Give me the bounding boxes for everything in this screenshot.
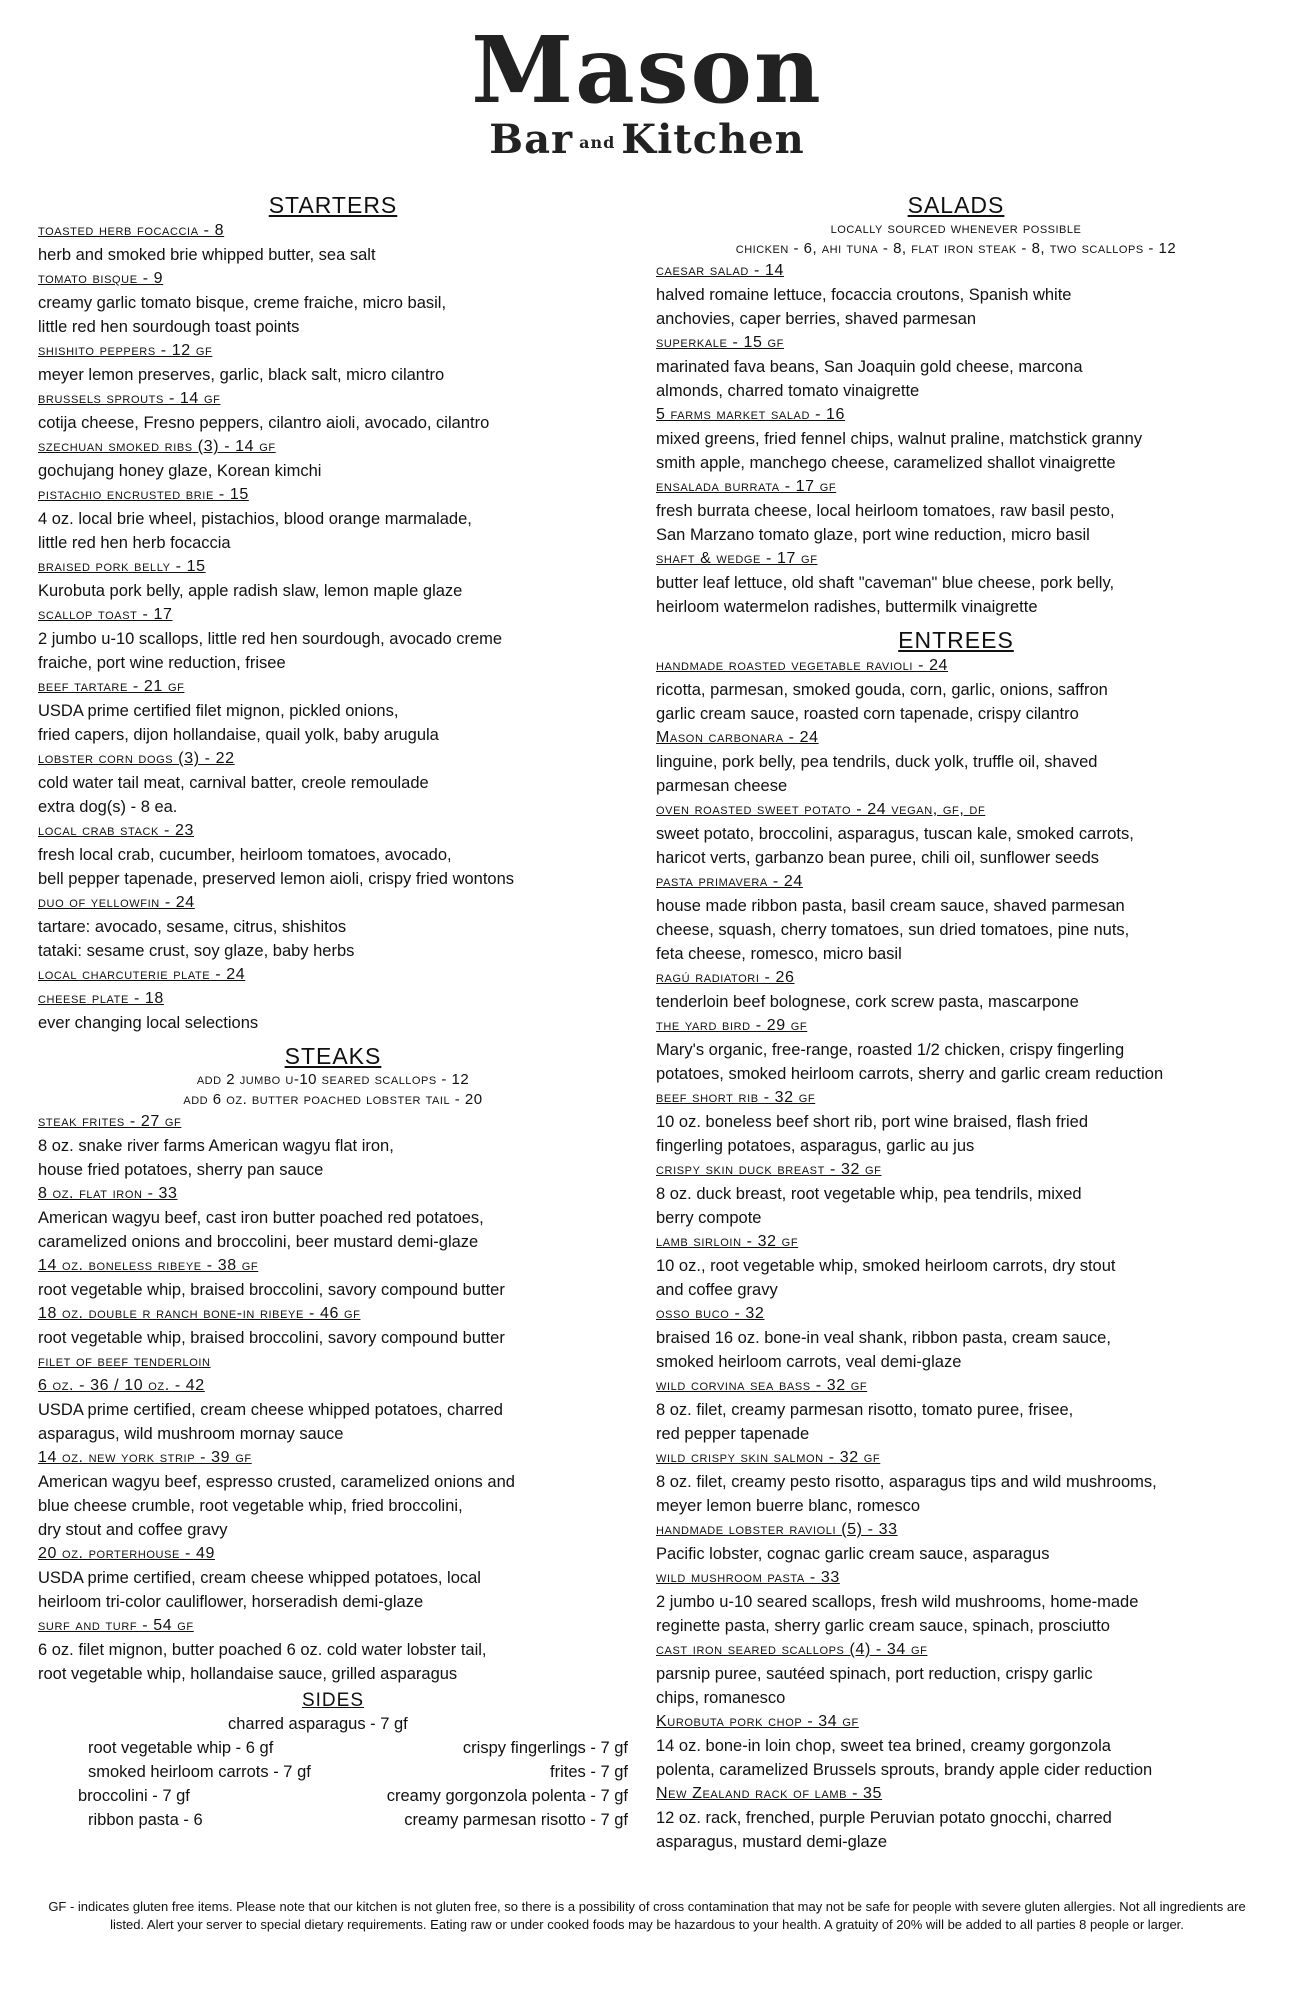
menu-item-description: Pacific lobster, cognac garlic cream sauce, asparagus [656, 1545, 1050, 1563]
menu-item [656, 798, 1256, 870]
menu-item [656, 1014, 1256, 1086]
menu-item [38, 1254, 628, 1302]
sides-section [38, 1690, 628, 1832]
sides-title: SIDES [301, 1690, 365, 1711]
menu-item [38, 1374, 628, 1446]
starters-section [38, 192, 628, 1035]
menu-item-description: linguine, pork belly, pea tendrils, duck yolk, truffle oil, shaved parmesan cheese [656, 753, 1098, 795]
menu-item-name: New Zealand rack of lamb - 35 [656, 1785, 883, 1802]
menu-item-description: halved romaine lettuce, focaccia croutons, Spanish white anchovies, caper berries, shaved parmesan [656, 286, 1072, 328]
steaks-list [38, 1110, 628, 1686]
menu-item-name: pasta primavera - 24 [656, 873, 803, 890]
menu-item [38, 819, 628, 891]
menu-item [656, 726, 1256, 798]
menu-item-description: 6 oz. filet mignon, butter poached 6 oz. cold water lobster tail, root vegetable whip, hollandaise sauce, grilled asparagus [38, 1641, 487, 1683]
menu-item [656, 1086, 1256, 1158]
menu-item-name: 6 oz. - 36 / 10 oz. - 42 [38, 1377, 205, 1394]
menu-item-name: 5 farms market salad - 16 [656, 406, 846, 423]
menu-item-description: 14 oz. bone-in loin chop, sweet tea brined, creamy gorgonzola polenta, caramelized Brussels sprouts, brandy apple cider reduction [656, 1737, 1153, 1779]
right-column [656, 192, 1256, 1854]
menu-item-name: caesar salad - 14 [656, 262, 784, 279]
menu-item-name: cast iron seared scallops (4) - 34 gf [656, 1641, 928, 1658]
menu-item-description: root vegetable whip, braised broccolini, savory compound butter [38, 1281, 505, 1299]
menu-item-description: creamy garlic tomato bisque, creme fraiche, micro basil, little red hen sourdough toast points [38, 294, 447, 336]
menu-item [656, 1638, 1256, 1710]
menu-item-name: ensalada burrata - 17 gf [656, 478, 837, 495]
menu-item [38, 963, 628, 987]
menu-item-description: mixed greens, fried fennel chips, walnut praline, matchstick granny smith apple, manchego cheese, caramelized shallot vinaigrette [656, 430, 1143, 472]
menu-item [656, 547, 1256, 619]
menu-item-name: szechuan smoked ribs (3) - 14 gf [38, 438, 276, 455]
menu-item-description: 8 oz. snake river farms American wagyu flat iron, house fried potatoes, sherry pan sauce [38, 1137, 394, 1179]
menu-item [38, 387, 628, 435]
side-item: ribbon pasta - 6 [88, 1811, 203, 1829]
logo-title: Mason [471, 16, 823, 124]
side-item: frites - 7 gf [550, 1763, 628, 1781]
menu-item [38, 1350, 628, 1374]
menu-item-name: the yard bird - 29 gf [656, 1017, 808, 1034]
menu-item-description: herb and smoked brie whipped butter, sea salt [38, 246, 376, 264]
menu-item [38, 675, 628, 747]
menu-item-name: surf and turf - 54 gf [38, 1617, 194, 1634]
menu-item-name: local charcuterie plate - 24 [38, 966, 246, 983]
menu-item-description: 8 oz. duck breast, root vegetable whip, pea tendrils, mixed berry compote [656, 1185, 1082, 1227]
menu-item-name: pistachio encrusted brie - 15 [38, 486, 249, 503]
menu-item-name: wild corvina sea bass - 32 gf [656, 1377, 868, 1394]
menu-item-description: 12 oz. rack, frenched, purple Peruvian potato gnocchi, charred asparagus, mustard demi-glaze [656, 1809, 1112, 1851]
menu-item [38, 1182, 628, 1254]
salads-title: SALADS [907, 192, 1005, 218]
menu-item-description: 8 oz. filet, creamy parmesan risotto, tomato puree, frisee, red pepper tapenade [656, 1401, 1074, 1443]
sides-list [38, 1736, 628, 1832]
menu-item-description: sweet potato, broccolini, asparagus, tuscan kale, smoked carrots, haricot verts, garbanzo bean puree, chili oil, sunflower seeds [656, 825, 1134, 867]
menu-item-description: butter leaf lettuce, old shaft "caveman" blue cheese, pork belly, heirloom watermelon radishes, buttermilk vinaigrette [656, 574, 1115, 616]
menu-item-description: cotija cheese, Fresno peppers, cilantro aioli, avocado, cilantro [38, 414, 490, 432]
menu-item [656, 870, 1256, 966]
menu-item [38, 267, 628, 339]
menu-item-description: USDA prime certified, cream cheese whipped potatoes, local heirloom tri-color cauliflower, horseradish demi-glaze [38, 1569, 481, 1611]
menu-item-description: 4 oz. local brie wheel, pistachios, blood orange marmalade, little red hen herb focaccia [38, 510, 472, 552]
salads-section [656, 192, 1256, 619]
menu-item [656, 1158, 1256, 1230]
logo-sub-right: Kitchen [621, 116, 805, 163]
menu-item [38, 339, 628, 387]
menu-item-name: beef short rib - 32 gf [656, 1089, 816, 1106]
menu-item-description: 2 jumbo u-10 scallops, little red hen sourdough, avocado creme fraiche, port wine reduction, frisee [38, 630, 503, 672]
menu-item [38, 555, 628, 603]
menu-item-description: meyer lemon preserves, garlic, black salt, micro cilantro [38, 366, 445, 384]
sides-row [38, 1736, 628, 1760]
menu-item-description: USDA prime certified, cream cheese whipped potatoes, charred asparagus, wild mushroom mornay sauce [38, 1401, 503, 1443]
menu-item-description: American wagyu beef, cast iron butter poached red potatoes, caramelized onions and broccolini, beer mustard demi-glaze [38, 1209, 484, 1251]
menu-item-name: lobster corn dogs (3) - 22 [38, 750, 235, 767]
menu-item [656, 259, 1256, 331]
menu-item-description: fresh local crab, cucumber, heirloom tomatoes, avocado, bell pepper tapenade, preserved lemon aioli, crispy fried wontons [38, 846, 515, 888]
menu-item-description: fresh burrata cheese, local heirloom tomatoes, raw basil pesto, San Marzano tomato glaze, port wine reduction, micro basil [656, 502, 1115, 544]
menu-item-name: crispy skin duck breast - 32 gf [656, 1161, 882, 1178]
steaks-title: STEAKS [284, 1043, 382, 1069]
menu-item [656, 1446, 1256, 1518]
menu-item-description: marinated fava beans, San Joaquin gold cheese, marcona almonds, charred tomato vinaigrette [656, 358, 1083, 400]
menu-item-description: 2 jumbo u-10 seared scallops, fresh wild mushrooms, home-made reginette pasta, sherry garlic cream sauce, spinach, prosciutto [656, 1593, 1139, 1635]
menu-item [38, 483, 628, 555]
side-item: root vegetable whip - 6 gf [88, 1739, 274, 1757]
left-column [38, 192, 628, 1832]
menu-item [656, 1782, 1256, 1854]
menu-item-description: tenderloin beef bolognese, cork screw pasta, mascarpone [656, 993, 1079, 1011]
menu-item [656, 654, 1256, 726]
menu-item-name: beef tartare - 21 gf [38, 678, 185, 695]
menu-item-name: toasted herb focaccia - 8 [38, 222, 225, 239]
menu-item [656, 1518, 1256, 1566]
entrees-title: ENTREES [898, 627, 1014, 653]
menu-item-description: USDA prime certified filet mignon, pickled onions, fried capers, dijon hollandaise, quail yolk, baby arugula [38, 702, 439, 744]
menu-item-name: 18 oz. double r ranch bone-in ribeye - 46 gf [38, 1305, 361, 1322]
menu-item-name: braised pork belly - 15 [38, 558, 206, 575]
menu-item-name: cheese plate - 18 [38, 990, 164, 1007]
menu-item-name: duo of yellowfin - 24 [38, 894, 195, 911]
menu-item-description: house made ribbon pasta, basil cream sauce, shaved parmesan cheese, squash, cherry tomatoes, sun dried tomatoes, pine nuts, feta cheese, romesco, micro basil [656, 897, 1130, 963]
menu-item [38, 1302, 628, 1350]
footer-disclaimer: GF - indicates gluten free items. Please note that our kitchen is not gluten free, so there is a possibility of cross contamination that may not be safe for people with severe gluten allergies. Not all ingredients are listed. Alert your server to special dietary requirements. Eating raw or under cooked foods may be hazardous to your health. A gratuity of 20% will be added to all parties 8 people or larger. [48, 1899, 1246, 1932]
menu-item-name: handmade roasted vegetable ravioli - 24 [656, 657, 949, 674]
side-item: crispy fingerlings - 7 gf [462, 1739, 628, 1757]
menu-item [656, 331, 1256, 403]
menu-item-name: ragú radiatori - 26 [656, 969, 795, 986]
menu-item [38, 891, 628, 963]
menu-item-name: superkale - 15 gf [656, 334, 784, 351]
side-item: smoked heirloom carrots - 7 gf [88, 1763, 311, 1781]
menu-item-name: osso buco - 32 [656, 1305, 765, 1322]
menu-item [38, 747, 628, 819]
menu-item-description: 10 oz. boneless beef short rib, port wine braised, flash fried fingerling potatoes, asparagus, garlic au jus [656, 1113, 1088, 1155]
starters-title: STARTERS [268, 192, 398, 218]
menu-item-description: gochujang honey glaze, Korean kimchi [38, 462, 322, 480]
menu-item-description: cold water tail meat, carnival batter, creole remoulade extra dog(s) - 8 ea. [38, 774, 429, 816]
menu-item-name: scallop toast - 17 [38, 606, 173, 623]
menu-item-name: local crab stack - 23 [38, 822, 194, 839]
menu-item [38, 435, 628, 483]
menu-item [38, 1110, 628, 1182]
menu-item-description: American wagyu beef, espresso crusted, caramelized onions and blue cheese crumble, root vegetable whip, fried broccolini, dry stout and coffee gravy [38, 1473, 515, 1539]
menu-item-name: brussels sprouts - 14 gf [38, 390, 221, 407]
menu-item-name: Mason carbonara - 24 [656, 729, 819, 746]
menu-item-name: wild mushroom pasta - 33 [656, 1569, 840, 1586]
salads-sub-2: chicken - 6, ahi tuna - 8, flat iron steak - 8, two scallops - 12 [735, 240, 1177, 257]
menu-item [656, 966, 1256, 1014]
menu-item-name: wild crispy skin salmon - 32 gf [656, 1449, 881, 1466]
menu-item [38, 1614, 628, 1686]
menu-item [656, 1374, 1256, 1446]
side-item: creamy parmesan risotto - 7 gf [404, 1811, 628, 1829]
menu-item [38, 603, 628, 675]
menu-item-name: 8 oz. flat iron - 33 [38, 1185, 178, 1202]
entrees-section [656, 627, 1256, 1854]
menu-item-name: 20 oz. porterhouse - 49 [38, 1545, 215, 1562]
menu-item [656, 1566, 1256, 1638]
menu-item-description: Kurobuta pork belly, apple radish slaw, lemon maple glaze [38, 582, 463, 600]
menu-item [656, 1710, 1256, 1782]
menu-item [38, 1542, 628, 1614]
side-item: broccolini - 7 gf [78, 1787, 190, 1805]
sides-row [38, 1784, 628, 1808]
menu-item-name: 14 oz. boneless ribeye - 38 gf [38, 1257, 259, 1274]
steaks-section [38, 1043, 628, 1686]
menu-item [38, 1446, 628, 1542]
menu-item [38, 219, 628, 267]
menu-item-name: handmade lobster ravioli (5) - 33 [656, 1521, 898, 1538]
entrees-list [656, 654, 1256, 1854]
menu-item-name: lamb sirloin - 32 gf [656, 1233, 799, 1250]
steaks-sub-2: add 6 oz. butter poached lobster tail - 20 [183, 1091, 483, 1108]
menu-item [656, 475, 1256, 547]
menu-item-description: root vegetable whip, braised broccolini, savory compound butter [38, 1329, 505, 1347]
salads-list [656, 259, 1256, 619]
menu-item [656, 403, 1256, 475]
menu-item [656, 1302, 1256, 1374]
logo-sub-left: Bar [489, 116, 574, 163]
menu-item-name: 14 oz. new york strip - 39 gf [38, 1449, 252, 1466]
menu-item-description: braised 16 oz. bone-in veal shank, ribbon pasta, cream sauce, smoked heirloom carrots, veal demi-glaze [656, 1329, 1111, 1371]
sides-row [38, 1808, 628, 1832]
logo-subtitle [0, 118, 1294, 165]
restaurant-logo [0, 16, 1294, 165]
menu-item-description: 8 oz. filet, creamy pesto risotto, asparagus tips and wild mushrooms, meyer lemon buerre blanc, romesco [656, 1473, 1157, 1515]
starters-list [38, 219, 628, 1035]
menu-item-description: ricotta, parmesan, smoked gouda, corn, garlic, onions, saffron garlic cream sauce, roasted corn tapenade, crispy cilantro [656, 681, 1108, 723]
logo-sub-and: and [579, 133, 616, 152]
menu-item-name: steak frites - 27 gf [38, 1113, 182, 1130]
menu-item-description: parsnip puree, sautéed spinach, port reduction, crispy garlic chips, romanesco [656, 1665, 1093, 1707]
salads-sub-1: locally sourced whenever possible [830, 220, 1082, 237]
menu-item [38, 987, 628, 1035]
menu-item [656, 1230, 1256, 1302]
side-item: creamy gorgonzola polenta - 7 gf [386, 1787, 628, 1805]
menu-item-description: Mary's organic, free-range, roasted 1/2 chicken, crispy fingerling potatoes, smoked heirloom carrots, sherry and garlic cream reduction [656, 1041, 1164, 1083]
menu-item-description: ever changing local selections [38, 1014, 259, 1032]
sides-row [38, 1760, 628, 1784]
menu-item-description: tartare: avocado, sesame, citrus, shishitos tataki: sesame crust, soy glaze, baby herbs [38, 918, 355, 960]
side-center: charred asparagus - 7 gf [228, 1715, 408, 1733]
steaks-sub-1: add 2 jumbo u-10 seared scallops - 12 [196, 1071, 470, 1088]
menu-item-name: shishito peppers - 12 gf [38, 342, 213, 359]
menu-item-name: Kurobuta pork chop - 34 gf [656, 1713, 859, 1730]
menu-item-name: shaft & wedge - 17 gf [656, 550, 818, 567]
menu-item-name: tomato bisque - 9 [38, 270, 164, 287]
menu-item-name: filet of beef tenderloin [38, 1353, 211, 1370]
menu-item-name: oven roasted sweet potato - 24 vegan, gf, df [656, 801, 986, 818]
menu-item-description: 10 oz., root vegetable whip, smoked heirloom carrots, dry stout and coffee gravy [656, 1257, 1116, 1299]
